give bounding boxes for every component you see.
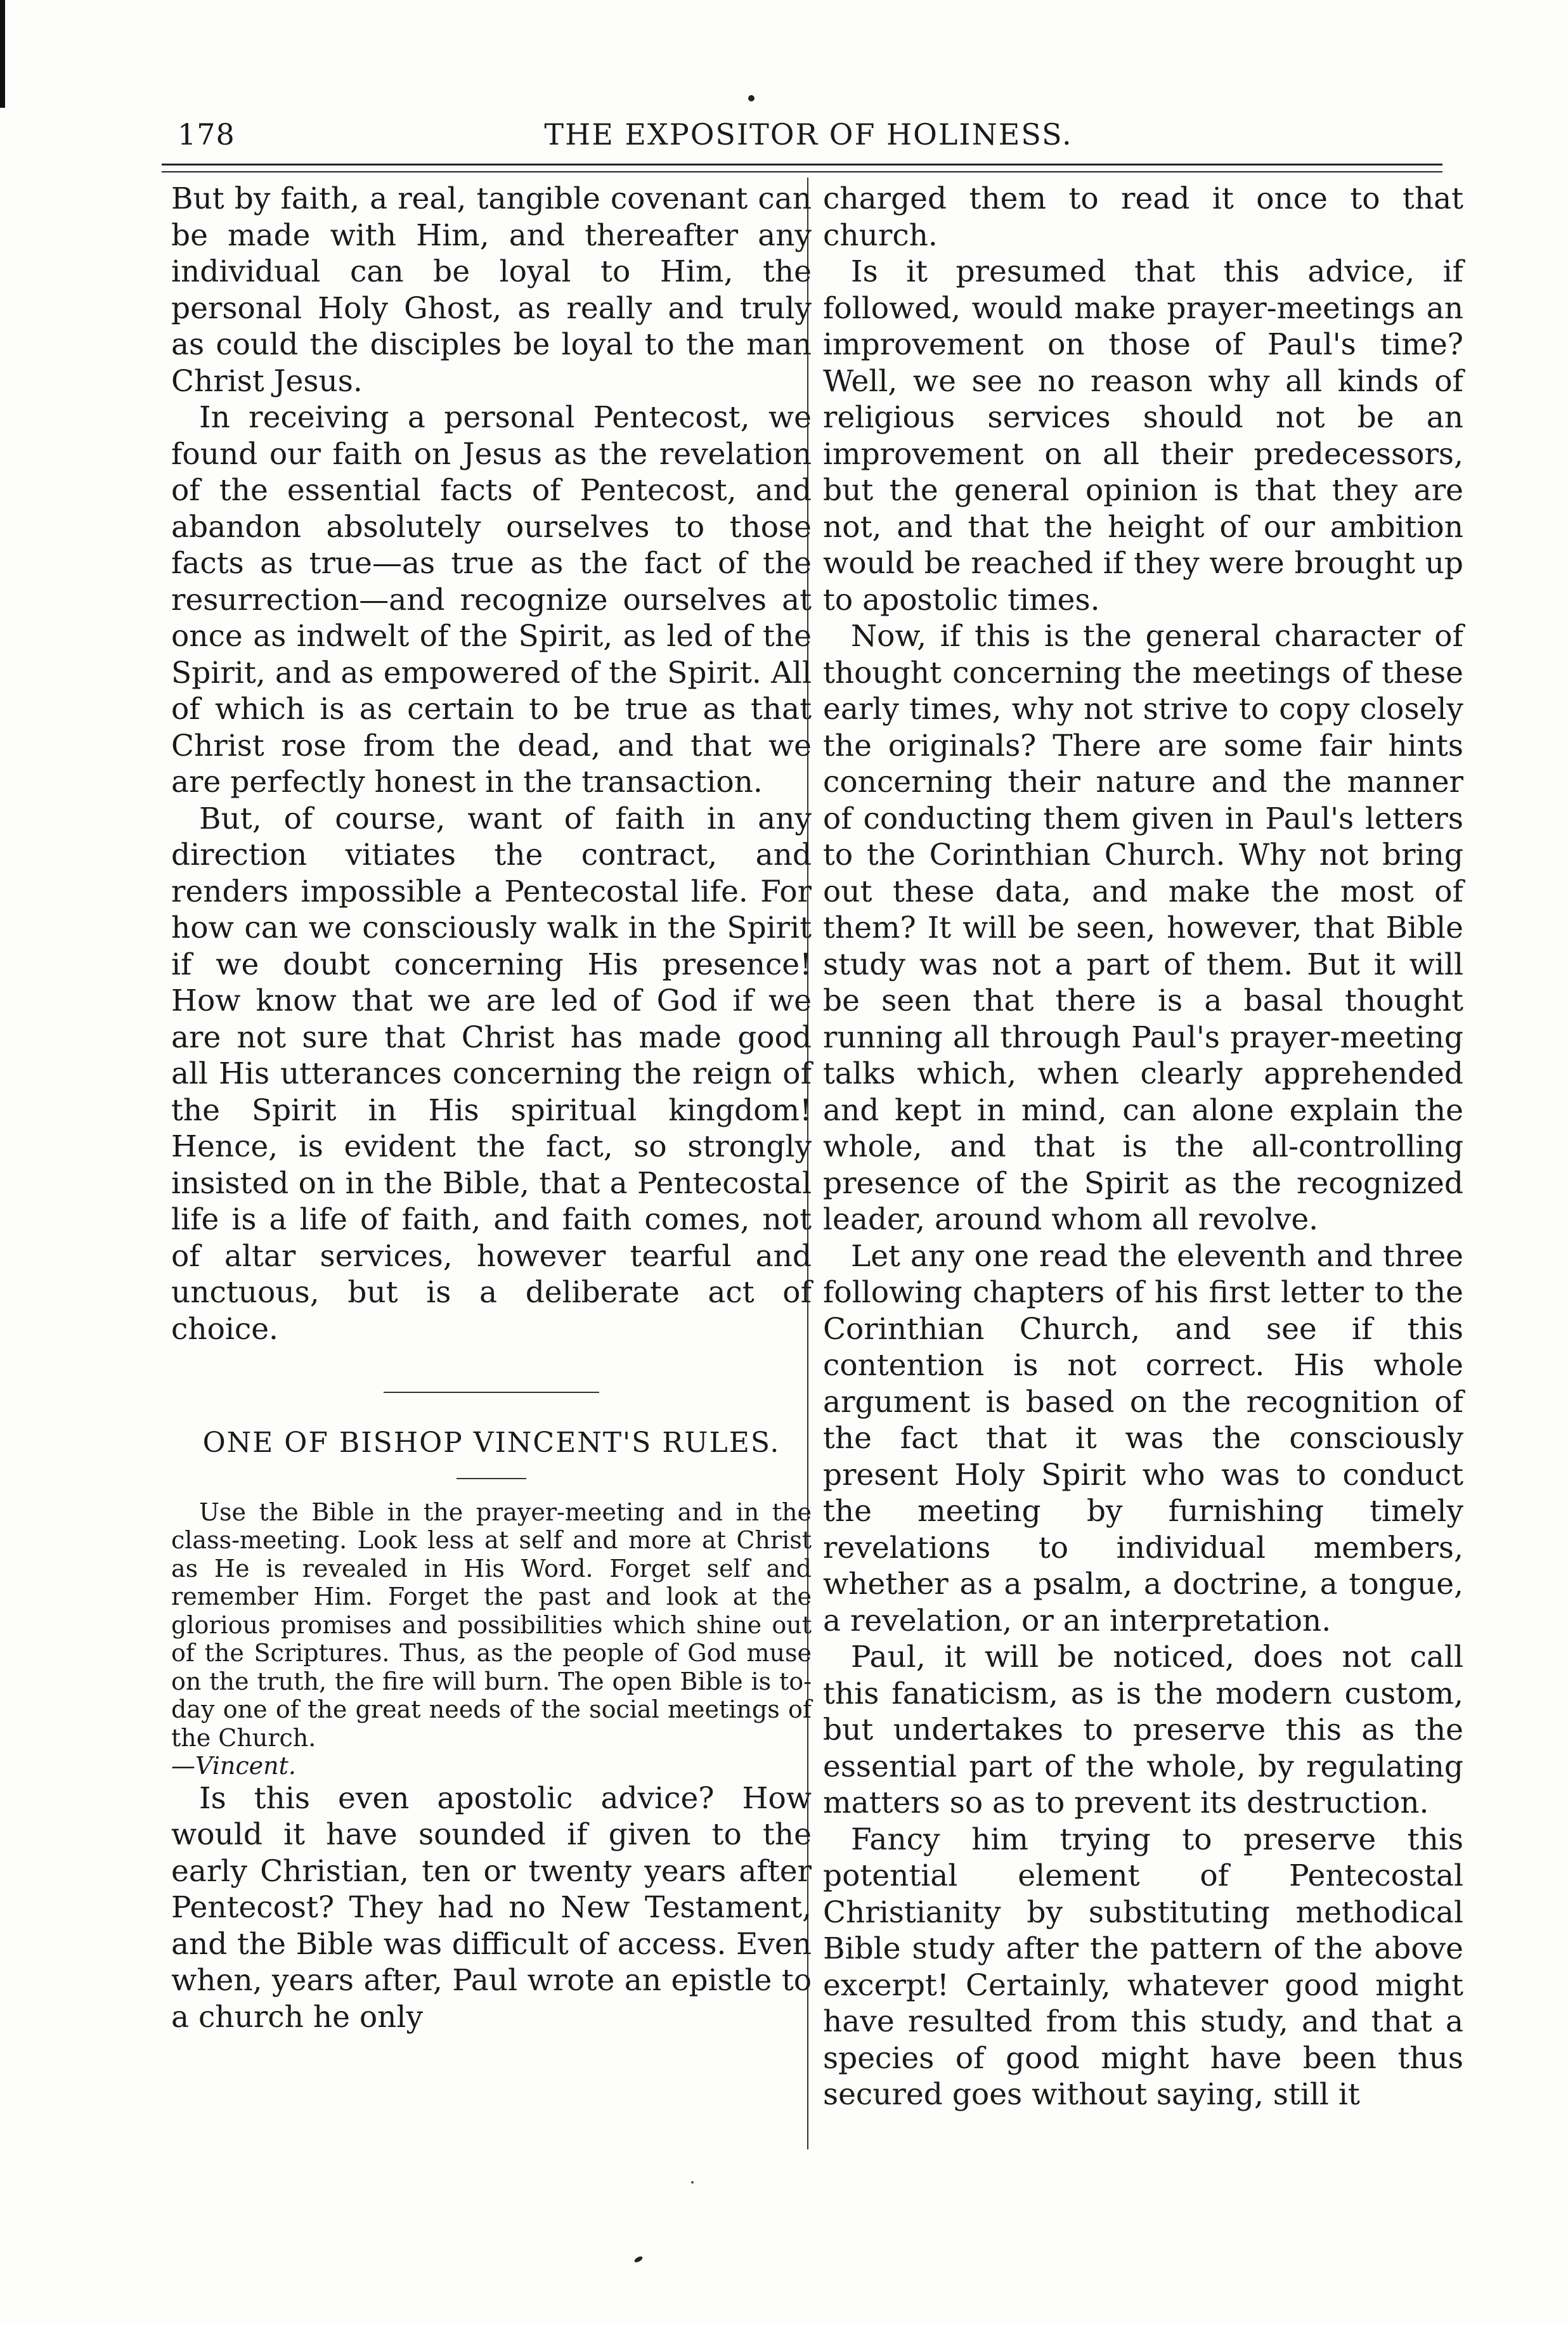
scan-speck bbox=[748, 95, 755, 101]
scan-speck bbox=[633, 2255, 644, 2263]
quote-attribution: —Vincent. bbox=[171, 1752, 296, 1780]
left-column bbox=[171, 181, 812, 2035]
page-header bbox=[178, 117, 1439, 155]
section-divider bbox=[384, 1392, 599, 1393]
paragraph: Let any one read the eleventh and three following chapters of his first letter to the Corinthian Church, and see if this contention is not correct. His whole argument is based on the recognition of the fact that it was the consciously present Holy Spirit who was to conduct the meeting by furnishing timely revelations to individual members, whether as a psalm, a doctrine, a tongue, a revelation, or an interpretation. bbox=[823, 1238, 1463, 1638]
right-column bbox=[823, 181, 1463, 2113]
heading-rule bbox=[457, 1478, 526, 1479]
scan-speck bbox=[691, 2181, 694, 2184]
paragraph: Is it presumed that this advice, if followed, would make prayer-meetings an improvement on those of Paul's time? Well, we see no reason why all kinds of religious services should not be an improvement on all their predecessors, but the general opinion is that they are not, and that the height of our ambition would be reached if they were brought up to apostolic times. bbox=[823, 254, 1463, 618]
paragraph: charged them to read it once to that church. bbox=[823, 181, 1463, 253]
quote-text: Use the Bible in the prayer-meeting and in the class-meeting. Look less at self and more at Christ as He is revealed in His Word. Forget self and remember Him. Forget the past and look at the glorious promises and possibilities which shine out of the Scriptures. Thus, as the people of God muse on the truth, the fire will burn. The open Bible is to-day one of the great needs of the social meetings of the Church. bbox=[171, 1498, 812, 1752]
scan-ink-mark bbox=[0, 0, 5, 108]
page-number: 178 bbox=[178, 117, 235, 152]
paragraph: But, of course, want of faith in any direction vitiates the contract, and renders impossible a Pentecostal life. For how can we consciously walk in the Spirit if we doubt concerning His presence! How know that we are led of God if we are not sure that Christ has made good all His utterances concerning the reign of the Spirit in His spiritual kingdom! Hence, is evident the fact, so strongly insisted on in the Bible, that a Pentecostal life is a life of faith, and faith comes, not of altar services, however tearful and unctuous, but is a deliberate act of choice. bbox=[171, 801, 812, 1347]
header-rule bbox=[162, 164, 1442, 172]
paragraph: In receiving a personal Pentecost, we found our faith on Jesus as the revelation of the essential facts of Pentecost, and abandon absolutely ourselves to those facts as true—as true as the fact of the resurrection—and recognize ourselves at once as indwelt of the Spirit, as led of the Spirit, and as empowered of the Spirit. All of which is as certain to be true as that Christ rose from the dead, and that we are perfectly honest in the transaction. bbox=[171, 400, 812, 800]
running-title: THE EXPOSITOR OF HOLINESS. bbox=[544, 117, 1073, 152]
paragraph: Fancy him trying to preserve this potential element of Pentecostal Christianity by substituting methodical Bible study after the pattern of the above excerpt! Certainly, whatever good might have resulted from this study, and that a species of good might have been thus secured goes without saying, still it bbox=[823, 1822, 1463, 2112]
paragraph: Now, if this is the general character of thought concerning the meetings of these early times, why not strive to copy closely the originals? There are some fair hints concerning their nature and the manner of conducting them given in Paul's letters to the Corinthian Church. Why not bring out these data, and make the most of them? It will be seen, however, that Bible study was not a part of them. But it will be seen that there is a basal thought running all through Paul's prayer-meeting talks which, when clearly apprehended and kept in mind, can alone explain the whole, and that is the all-controlling presence of the Spirit as the recognized leader, around whom all revolve. bbox=[823, 619, 1463, 1237]
quoted-excerpt bbox=[171, 1498, 812, 1780]
paragraph: Is this even apostolic advice? How would it have sounded if given to the early Christian, ten or twenty years after Pentecost? They had no New Testament, and the Bible was difficult of access. Even when, years after, Paul wrote an epistle to a church he only bbox=[171, 1780, 812, 2035]
paragraph: Paul, it will be noticed, does not call this fanaticism, as is the modern custom, but undertakes to preserve this as the essential part of the whole, by regulating matters so as to prevent its destruction. bbox=[823, 1640, 1463, 1820]
paragraph: But by faith, a real, tangible covenant can be made with Him, and thereafter any individual can be loyal to Him, the personal Holy Ghost, as really and truly as could the disciples be loyal to the man Christ Jesus. bbox=[171, 181, 812, 399]
section-heading: ONE OF BISHOP VINCENT'S RULES. bbox=[202, 1427, 781, 1459]
